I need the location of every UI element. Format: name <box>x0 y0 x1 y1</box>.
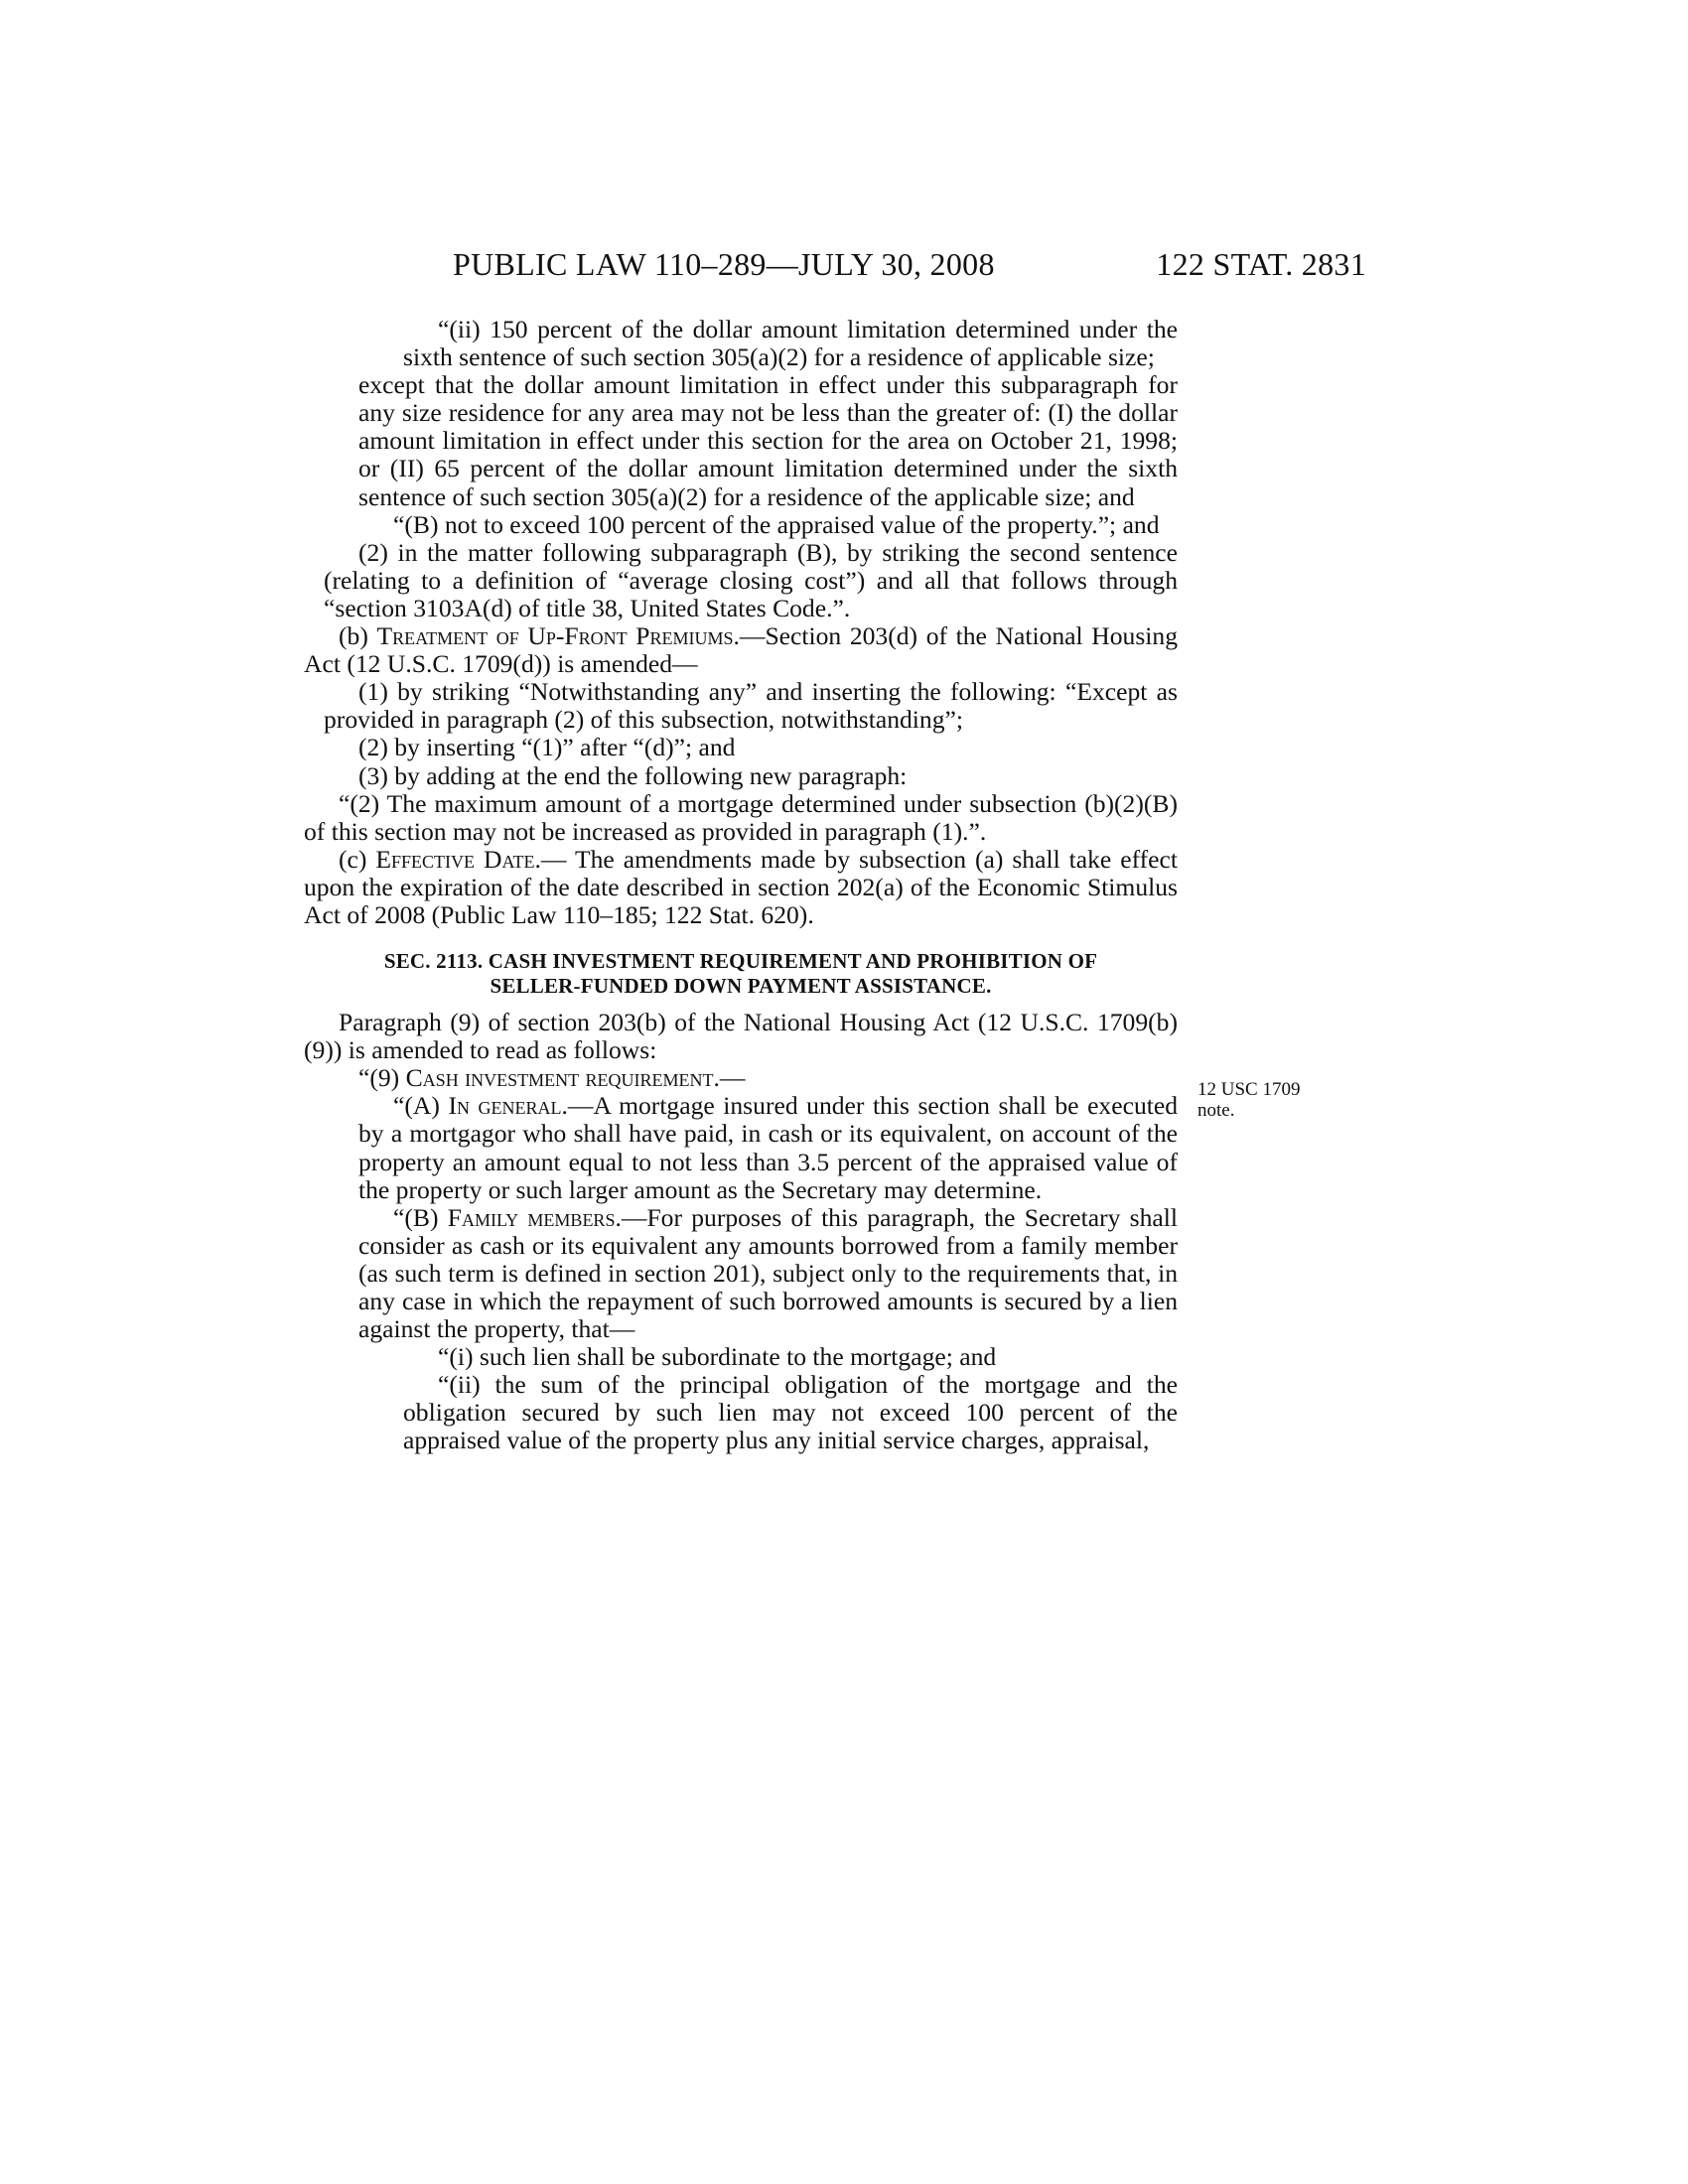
subparagraph-b-heading: Family members. <box>447 1202 622 1232</box>
subsection-c-label: (c) <box>339 844 367 874</box>
paragraph-9-label: “(9) <box>358 1063 400 1093</box>
margin-note-citation: 12 USC 1709 <box>1197 1079 1301 1100</box>
paragraph-clause-ii: “(ii) 150 percent of the dollar amount limitation determined under the sixth sentence of such section 305(a)(2) for a residence of applicable size; <box>403 315 1178 372</box>
header-statute-page: 122 STAT. 2831 <box>1156 246 1366 282</box>
paragraph-subparagraph-b: “(B) not to exceed 100 percent of the appraised value of the property.”; and <box>393 509 1160 539</box>
subparagraph-b-label: “(B) <box>393 1202 439 1232</box>
subsection-b-quoted-paragraph: “(2) The maximum amount of a mortgage determined under subsection (b)(2)(B) of this section may not be increased as provided in paragraph (1).”. <box>304 788 1178 846</box>
paragraph-except-that: except that the dollar amount limitation in effect under this subparagraph for any size residence for any area may not be less than the greater of: (I) the dollar amount limitation in effect under this section for the area on October 21, 1998; or (II) 65 percent of the dollar amount limitation determined under the sixth sentence of such section 305(a)(2) for a residence of the applicable size; and <box>358 370 1178 511</box>
paragraph-9-dash: — <box>719 1063 746 1093</box>
subsection-c-text: — The amendments made by subsection (a) shall take effect upon the expiration of the date described in section 202(a) of the Economic Stimulus Act of 2008 (Public Law 110–185; 122 Stat. 620). <box>304 844 1178 929</box>
subsection-c <box>304 846 1178 929</box>
page-header <box>453 246 1366 286</box>
subparagraph-b-text: —For purposes of this paragraph, the Secretary shall consider as cash or its equivalent any amounts borrowed from a family member (as such term is defined in section 201), subject only to the requirements that, in any case in which the repayment of such borrowed amounts is secured by a lien against the property, that— <box>358 1202 1179 1344</box>
subsection-b-item-3: (3) by adding at the end the following new paragraph: <box>358 760 908 790</box>
subsection-b-label: (b) <box>339 621 368 651</box>
document-body <box>304 316 1178 1455</box>
subsection-b-item-1: (1) by striking “Notwithstanding any” and inserting the following: “Except as provided in paragraph (2) of this subsection, notwithstanding”; <box>324 677 1178 735</box>
subsection-b <box>304 622 1178 678</box>
subparagraph-a-heading: In general. <box>448 1091 568 1121</box>
subsection-b-text: —Section 203(d) of the National Housing Act (12 U.S.C. 1709(d)) is amended— <box>304 621 1178 679</box>
section-intro: Paragraph (9) of section 203(b) of the National Housing Act (12 U.S.C. 1709(b)(9)) is amended to read as follows: <box>304 1008 1178 1065</box>
margin-note <box>1197 1079 1336 1121</box>
subparagraph-a-text: —A mortgage insured under this section shall be executed by a mortgagor who shall have paid, in cash or its equivalent, on account of the property an amount equal to not less than 3.5 percent of the appraised value of the property or such larger amount as the Secretary may determine. <box>358 1091 1179 1204</box>
subsection-b-item-2: (2) by inserting “(1)” after “(d)”; and <box>358 733 736 762</box>
subsection-b-heading: Treatment of Up-Front Premiums. <box>376 621 740 651</box>
section-heading-line-1: SEC. 2113. CASH INVESTMENT REQUIREMENT AND PROHIBITION OF <box>383 949 1098 974</box>
margin-note-label: note. <box>1197 1100 1235 1121</box>
subparagraph-a <box>304 1092 1178 1203</box>
subsection-c-heading: Effective Date. <box>375 844 541 874</box>
section-heading-line-2: SELLER-FUNDED DOWN PAYMENT ASSISTANCE. <box>490 974 992 999</box>
paragraph-item-2: (2) in the matter following subparagraph (B), by striking the second sentence (relating to a definition of “average closing cost”) and all that follows through “section 3103A(d) of title 38, United States Code.”. <box>324 537 1178 622</box>
clause-ii: “(ii) the sum of the principal obligation of the mortgage and the obligation secured by such lien may not exceed 100 percent of the appraised value of the property plus any initial service charges, appraisal, <box>403 1370 1178 1455</box>
header-law-date: PUBLIC LAW 110–289—JULY 30, 2008 <box>453 246 995 282</box>
paragraph-9-title: Cash investment requirement. <box>405 1063 720 1093</box>
clause-i: “(i) such lien shall be subordinate to the mortgage; and <box>438 1342 997 1372</box>
paragraph-9-heading <box>304 1064 1178 1092</box>
section-heading <box>304 949 1178 999</box>
subparagraph-b <box>304 1204 1178 1343</box>
subparagraph-a-label: “(A) <box>393 1091 440 1121</box>
